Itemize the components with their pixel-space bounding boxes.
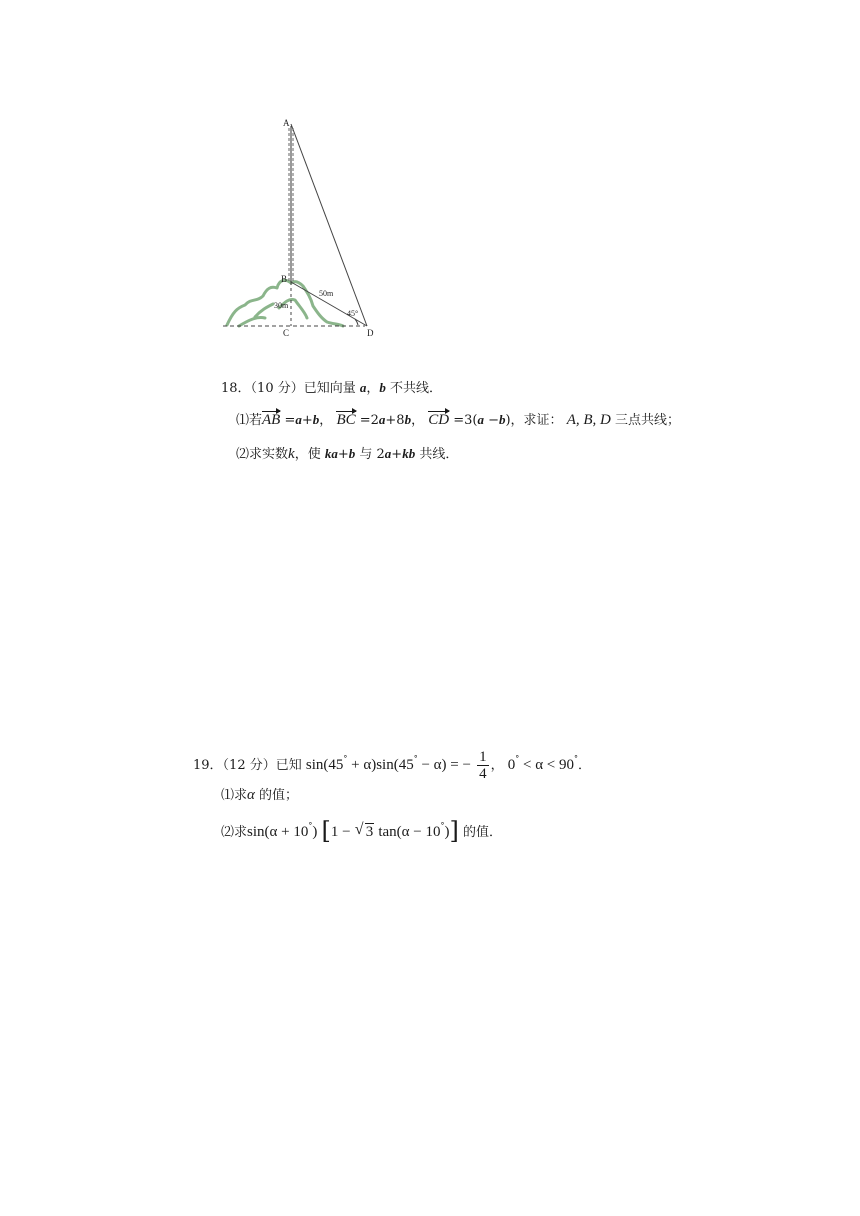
- q19-deg5: °: [308, 821, 313, 830]
- q19-deg4: °: [574, 754, 579, 763]
- q18-t-a: a: [384, 446, 392, 461]
- mountain-tower-figure: [215, 112, 390, 342]
- right-bracket: ]: [449, 817, 459, 845]
- q18-comma1: ，: [319, 413, 333, 428]
- q18-ka-b: b: [348, 446, 356, 461]
- q19-p2-prefix: ⑵求: [221, 825, 248, 840]
- q19-expr-left: sin(45: [305, 757, 344, 773]
- q18-p1-tail: 三点共线；: [610, 413, 681, 428]
- label-A: A: [283, 118, 290, 128]
- vector-BC: BC: [336, 412, 356, 428]
- label-D: D: [367, 328, 374, 338]
- q19-deg6: °: [440, 821, 445, 830]
- q19-p2-tan-close: ): [444, 824, 450, 840]
- q19-deg3: °: [515, 754, 520, 763]
- q18-cd-minus: −: [483, 413, 499, 428]
- q19-p2-sin: sin(α + 10: [247, 824, 309, 840]
- q18-p1-prefix: ⑴若: [236, 413, 263, 428]
- q18-part2: [236, 444, 458, 465]
- sqrt-three: [355, 822, 375, 842]
- q18-vector-b: b: [379, 380, 386, 395]
- q19-p1-tail: 的值；: [254, 788, 299, 803]
- label-B: B: [281, 274, 288, 284]
- q19-number: 19．: [193, 758, 223, 773]
- left-bracket: [: [321, 817, 331, 845]
- q19-header-text: （12 分）已知: [222, 758, 302, 773]
- frac-numerator: 1: [479, 749, 487, 765]
- q18-ka-k: k: [324, 446, 332, 461]
- q19-cond-mid: < α < 90: [519, 757, 575, 773]
- q18-header: [221, 378, 442, 399]
- q18-bc-a: a: [378, 412, 386, 427]
- q18-p2-tail: 共线．: [415, 447, 459, 462]
- q18-p2-mid: ，使: [294, 447, 321, 462]
- q18-part1: [236, 410, 680, 431]
- q18-header-tail: 不共线．: [385, 381, 443, 396]
- q18-t-k: k: [402, 446, 409, 461]
- q18-cd-close: )，求证：: [505, 413, 563, 428]
- q19-part2: [221, 816, 502, 843]
- vector-CD: CD: [428, 412, 450, 428]
- q19-minus-alpha: − α) = −: [417, 757, 471, 773]
- q18-k: k: [288, 446, 295, 462]
- q18-bc-b: b: [404, 412, 412, 427]
- q18-t-plus: +: [391, 447, 403, 462]
- q18-points: A, B, D: [566, 412, 611, 428]
- q18-ka-plus: +: [337, 447, 349, 462]
- radicand: 3: [365, 824, 374, 840]
- q19-p2-close: ): [312, 824, 318, 840]
- q18-cd-b: b: [498, 412, 506, 427]
- q19-cond-sep: ，: [490, 758, 504, 773]
- q18-ab-b: b: [312, 412, 320, 427]
- q18-t-b: b: [408, 446, 416, 461]
- q19-part1: [221, 785, 298, 806]
- q18-sep: ，: [366, 381, 380, 396]
- q18-ka-a: a: [331, 446, 338, 461]
- frac-denominator: 4: [479, 766, 487, 782]
- q19-p2-tan: tan(α − 10: [378, 824, 441, 840]
- q19-p2-one: 1 −: [330, 824, 351, 840]
- label-50m: 50m: [319, 289, 334, 298]
- q18-ab-a: a: [295, 412, 302, 427]
- q19-plus-alpha: + α)sin(45: [347, 757, 414, 773]
- q19-alpha: α: [247, 787, 255, 803]
- q19-cond-lower: 0: [507, 757, 516, 773]
- q18-header-text: （10 分）已知向量: [250, 381, 356, 396]
- q19-deg2: °: [413, 754, 418, 763]
- label-45deg: 45°: [347, 309, 359, 318]
- q18-vector-a: a: [359, 380, 367, 395]
- q18-number: 18．: [221, 381, 251, 396]
- q18-bc-plus: +8: [385, 413, 405, 428]
- q18-ab-eq: =: [280, 413, 296, 428]
- q18-ab-plus: +: [301, 413, 313, 428]
- radical-sign: √: [354, 821, 364, 838]
- q19-deg1: °: [343, 754, 348, 763]
- q19-cond-end: ．: [578, 758, 592, 773]
- q18-p2-with: 与 2: [355, 447, 385, 462]
- q18-comma2: ，: [411, 413, 425, 428]
- vector-AB: AB: [262, 412, 281, 428]
- q19-header: [193, 747, 591, 782]
- q18-cd-a: a: [477, 412, 484, 427]
- fraction-one-quarter: [477, 749, 489, 782]
- q18-cd-eq: =3(: [449, 413, 478, 428]
- label-30m: 30m: [274, 301, 289, 310]
- q19-p1-prefix: ⑴求: [221, 788, 248, 803]
- q19-p2-tail: 的值．: [458, 825, 503, 840]
- q18-p2-prefix: ⑵求实数: [236, 447, 289, 462]
- label-C: C: [283, 328, 290, 338]
- q18-bc-eq: =2: [355, 413, 379, 428]
